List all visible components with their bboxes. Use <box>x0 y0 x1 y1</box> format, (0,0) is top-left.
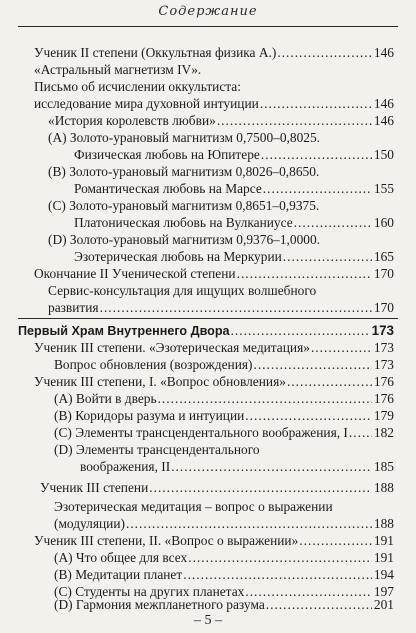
part-page: 173 <box>371 323 394 338</box>
toc-entry-title: Физическая любовь на Юпитере <box>74 147 260 162</box>
leader-dots <box>263 180 372 197</box>
toc-entry-page: 182 <box>373 425 394 440</box>
toc-entry-title: Платоническая любовь на Вулканиусе <box>74 215 293 230</box>
leader-dots <box>294 214 372 231</box>
toc-entry-page: 197 <box>373 584 394 599</box>
leader-dots <box>237 265 372 282</box>
toc-entry-title: (A) Золото-урановый магнитизм 0,7500–0,8025. <box>48 130 321 145</box>
toc-entry <box>54 356 394 373</box>
toc-entry-title: Эзотерическая медитация – вопрос о выражении <box>54 499 333 514</box>
toc-entry-page: 170 <box>373 266 394 281</box>
leader-dots <box>126 515 372 532</box>
toc-entry-title: (B) Золото-урановый магнитизм 0,8026–0,8650. <box>48 164 320 179</box>
toc-entry-title: (A) Что общее для всех <box>54 550 188 565</box>
leader-dots <box>217 112 372 129</box>
toc-entry-page: 170 <box>373 300 394 315</box>
toc-entry-title: (D) Гармония межпланетного разума <box>54 597 265 612</box>
toc-entry <box>48 299 394 316</box>
leader-dots <box>253 356 371 373</box>
toc-entry <box>74 248 394 265</box>
toc-entry-title: Ученик III степени, I. «Вопрос обновления» <box>34 374 286 389</box>
toc-entry-title: Ученик II степени (Оккультная физика А.) <box>34 45 277 60</box>
toc-entry-title: исследование мира духовной интуиции <box>34 96 259 111</box>
toc-entry-page: 173 <box>373 357 394 372</box>
leader-dots <box>266 596 372 613</box>
toc-entry-title: (C) Элементы трансцендентального воображения, I <box>54 425 348 440</box>
leader-dots <box>231 322 370 339</box>
toc-entry-title: Сервис-консультация для ищущих волшебного <box>48 283 317 298</box>
toc-entry <box>80 458 394 475</box>
leader-dots <box>171 458 372 475</box>
toc-entry <box>74 146 394 163</box>
toc-entry <box>34 339 394 356</box>
toc-entry <box>34 532 394 549</box>
toc-entry-page: 201 <box>373 597 394 612</box>
leader-dots <box>188 549 372 566</box>
toc-entry-page: 150 <box>373 147 394 162</box>
toc-entry-page: 188 <box>373 516 394 531</box>
toc-entry-page: 188 <box>373 480 394 495</box>
leader-dots <box>349 424 372 441</box>
toc-entry-page: 185 <box>373 459 394 474</box>
toc-entry <box>54 424 394 441</box>
toc-entry-page: 146 <box>373 96 394 111</box>
leader-dots <box>149 479 372 496</box>
toc-entry <box>54 596 394 613</box>
part-heading <box>18 322 394 340</box>
toc-entry-title: (модуляции) <box>54 516 125 531</box>
toc-entry-title: (B) Медитации планет <box>54 567 183 582</box>
leader-dots <box>283 248 372 265</box>
toc-entry <box>54 407 394 424</box>
toc-entry-title: (D) Золото-урановый магнитизм 0,9376–1,0000. <box>48 232 321 247</box>
leader-dots <box>277 44 372 61</box>
part-title: Первый Храм Внутреннего Двора <box>18 324 230 338</box>
toc-entry-page: 176 <box>373 374 394 389</box>
toc-entry-title: (C) Студенты на других планетах <box>54 584 245 599</box>
toc-entry-page: 173 <box>373 340 394 355</box>
toc-entry <box>54 515 394 532</box>
toc-entry-title: Ученик III степени. «Эзотерическая медитация» <box>34 340 310 355</box>
leader-dots <box>261 146 372 163</box>
leader-dots <box>158 390 372 407</box>
toc-entry <box>34 265 394 282</box>
toc-entry <box>40 479 394 496</box>
toc-entry-page: 176 <box>373 391 394 406</box>
leader-dots <box>100 299 372 316</box>
leader-dots <box>299 532 372 549</box>
toc-entry-title: «Астральный магнетизм IV». <box>34 62 202 77</box>
toc-entry <box>54 549 394 566</box>
toc-entry-title: воображения, II <box>80 459 171 474</box>
toc-entry <box>34 44 394 61</box>
toc-entry-title: Ученик III степени, II. «Вопрос о выражении» <box>34 533 299 548</box>
leader-dots <box>260 95 372 112</box>
page-number: – 5 – <box>194 613 222 628</box>
toc-entry-page: 160 <box>373 215 394 230</box>
toc-entry-title: Романтическая любовь на Марсе <box>74 181 262 196</box>
toc-entry <box>48 112 394 129</box>
toc-entry <box>34 373 394 390</box>
toc-entry-title: Окончание II Ученической степени <box>34 266 236 281</box>
toc-entry-title: (C) Золото-урановый магнитизм 0,8651–0,9375. <box>48 198 320 213</box>
toc-entry <box>74 214 394 231</box>
toc-entry <box>54 390 394 407</box>
toc-entry-title: (D) Элементы трансцендентального <box>54 442 260 457</box>
leader-dots <box>245 407 372 424</box>
header-title: Содержание <box>158 4 258 19</box>
toc-entry-title: (A) Войти в дверь <box>54 391 157 406</box>
toc-entry-page: 191 <box>373 533 394 548</box>
toc-entry-title: Эзотерическая любовь на Меркурии <box>74 249 282 264</box>
toc-entry <box>34 95 394 112</box>
toc-entry-page: 191 <box>373 550 394 565</box>
section-rule <box>18 318 398 319</box>
toc-entry-page: 179 <box>373 408 394 423</box>
leader-dots <box>311 339 372 356</box>
leader-dots <box>183 566 372 583</box>
toc-entry-page: 194 <box>373 567 394 582</box>
toc-entry-page: 155 <box>373 181 394 196</box>
toc-entry-page: 165 <box>373 249 394 264</box>
toc-entry-page: 146 <box>373 45 394 60</box>
toc-entry-title: Вопрос обновления (возрождения) <box>54 357 253 372</box>
toc-entry-title: (B) Коридоры разума и интуиции <box>54 408 245 423</box>
toc-entry-title: «История королевств любви» <box>48 113 216 128</box>
toc-entry-page: 146 <box>373 113 394 128</box>
toc-entry-title: развития <box>48 300 99 315</box>
toc-entry-title: Ученик III степени <box>40 480 149 495</box>
toc-entry-title: Письмо об исчислении оккультиста: <box>34 79 241 94</box>
toc-entry <box>54 566 394 583</box>
leader-dots <box>287 373 372 390</box>
toc-entry <box>74 180 394 197</box>
